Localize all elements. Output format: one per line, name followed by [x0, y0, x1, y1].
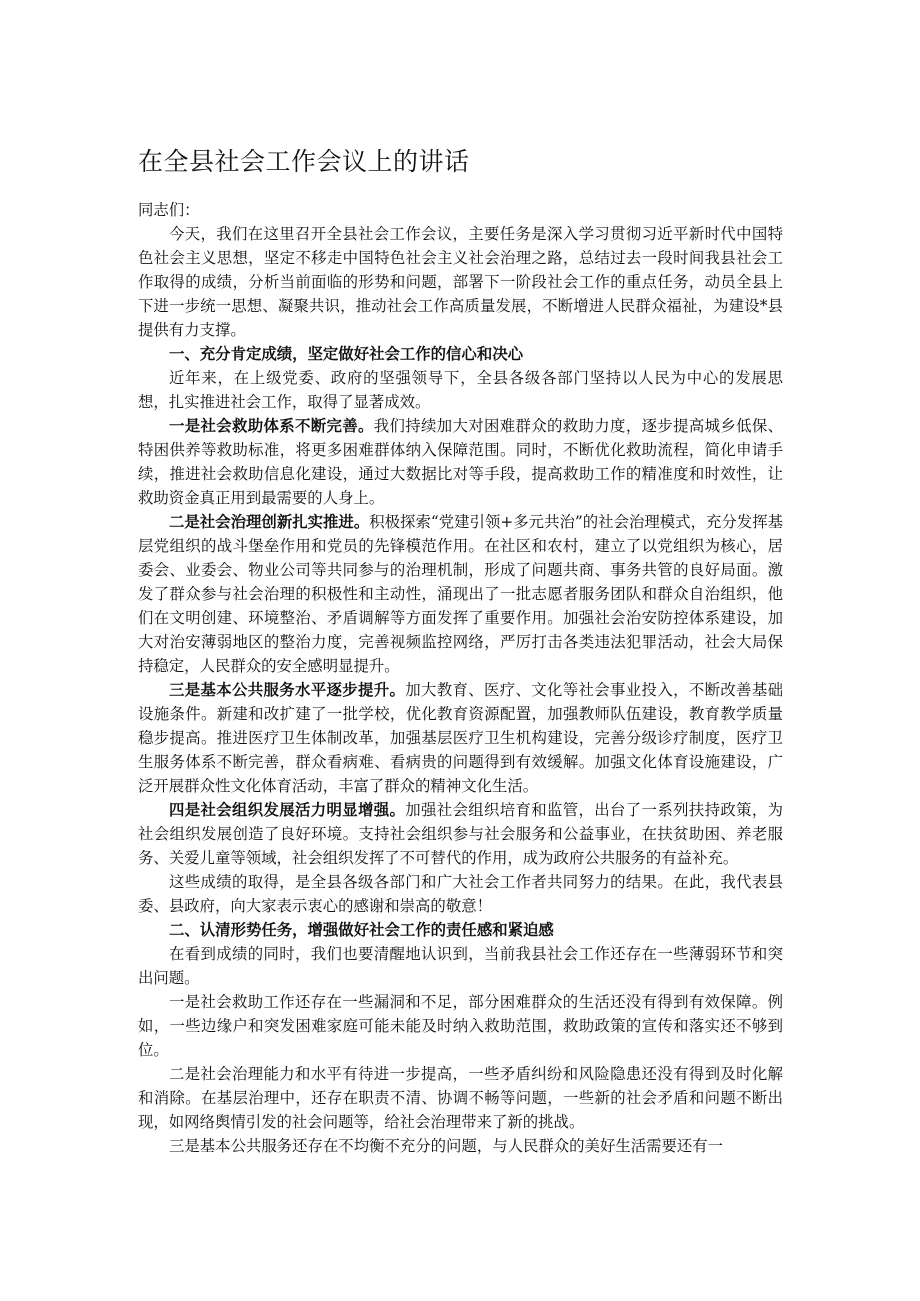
point-text: 积极探索“党建引领+多元共治”的社会治理模式，充分发挥基层党组织的战斗堡垒作用和党员的先锋模范作用。在社区和农村，建立了以党组织为核心，居委会、业委会、物业公司等共同参与的治理机制，形成了问题共商、事务共管的良好局面。激发了群众参与社会治理的积极性和主动性，涌现出了一批志愿者服务团队和群众自治组织，他们在文明创建、环境整治、矛盾调解等方面发挥了重要作用。加强社会治安防控体系建设，加大对治安薄弱地区的整治力度，完善视频监控网络，严厉打击各类违法犯罪活动，社会大局保持稳定，人民群众的安全感明显提升。	[138, 513, 783, 675]
section-heading-2: 二、认清形势任务，增强做好社会工作的责任感和紧迫感	[169, 921, 554, 939]
point-text: 我们持续加大对困难群众的救助力度，逐步提高城乡低保、特困供养等救助标准，将更多困难群体纳入保障范围。同时，不断优化救助流程，简化申请手续，推进社会救助信息化建设，通过大数据比对等手段，提高救助工作的精准度和时效性，让救助资金真正用到最需要的人身上。	[138, 417, 783, 507]
point-text: 加大教育、医疗、文化等社会事业投入，不断改善基础设施条件。新建和改扩建了一批学校，优化教育资源配置，加强教师队伍建设，教育教学质量稳步提高。推进医疗卫生体制改革，加强基层医疗卫生机构建设，完善分级诊疗制度，医疗卫生服务体系不断完善，群众看病难、看病贵的问题得到有效缓解。加强文化体育设施建设，广泛开展群众性文化体育活动，丰富了群众的精神文化生活。	[138, 681, 783, 795]
intro-paragraph: 今天，我们在这里召开全县社会工作会议，主要任务是深入学习贯彻习近平新时代中国特色社会主义思想，坚定不移走中国特色社会主义社会治理之路，总结过去一段时间我县社会工作取得的成绩，分析当前面临的形势和问题，部署下一阶段社会工作的重点任务，动员全县上下进一步统一思想、凝聚共识，推动社会工作高质量发展，不断增进人民群众福祉，为建设*县提供有力支撑。	[138, 225, 783, 339]
section-heading-1: 一、充分肯定成绩，坚定做好社会工作的信心和决心	[169, 345, 523, 363]
section1-closing: 这些成绩的取得，是全县各级各部门和广大社会工作者共同努力的结果。在此，我代表县委、县政府，向大家表示衷心的感谢和崇高的敬意！	[138, 873, 783, 915]
point-lead: 一是社会救助体系不断完善。	[169, 417, 374, 435]
section2-intro: 在看到成绩的同时，我们也要清醒地认识到，当前我县社会工作还存在一些薄弱环节和突出问题。	[138, 945, 783, 987]
problem-paragraph-1: 一是社会救助工作还存在一些漏洞和不足，部分困难群众的生活还没有得到有效保障。例如，一些边缘户和突发困难家庭可能未能及时纳入救助范围，救助政策的宣传和落实还不够到位。	[138, 993, 783, 1059]
document-body	[138, 198, 783, 1158]
achievement-point-3	[138, 678, 783, 798]
achievement-point-4	[138, 798, 783, 870]
point-lead: 二是社会治理创新扎实推进。	[169, 513, 370, 531]
problem-paragraph-3: 三是基本公共服务还存在不均衡不充分的问题，与人民群众的美好生活需要还有一	[169, 1137, 724, 1155]
salutation: 同志们：	[138, 201, 200, 219]
achievement-point-1	[138, 414, 783, 510]
point-text: 加强社会组织培育和监管，出台了一系列扶持政策，为社会组织发展创造了良好环境。支持社会组织参与社会服务和公益事业，在扶贫助困、养老服务、关爱儿童等领域，社会组织发挥了不可替代的作用，成为政府公共服务的有益补充。	[138, 801, 783, 867]
point-lead: 四是社会组织发展活力明显增强。	[169, 801, 406, 819]
achievement-point-2	[138, 510, 783, 678]
point-lead: 三是基本公共服务水平逐步提升。	[169, 681, 406, 699]
document-page	[138, 144, 783, 1158]
document-title: 在全县社会工作会议上的讲话	[138, 147, 470, 176]
section1-intro: 近年来，在上级党委、政府的坚强领导下，全县各级各部门坚持以人民为中心的发展思想，扎实推进社会工作，取得了显著成效。	[138, 369, 783, 411]
problem-paragraph-2: 二是社会治理能力和水平有待进一步提高，一些矛盾纠纷和风险隐患还没有得到及时化解和消除。在基层治理中，还存在职责不清、协调不畅等问题，一些新的社会矛盾和问题不断出现，如网络舆情引发的社会问题等，给社会治理带来了新的挑战。	[138, 1065, 783, 1131]
